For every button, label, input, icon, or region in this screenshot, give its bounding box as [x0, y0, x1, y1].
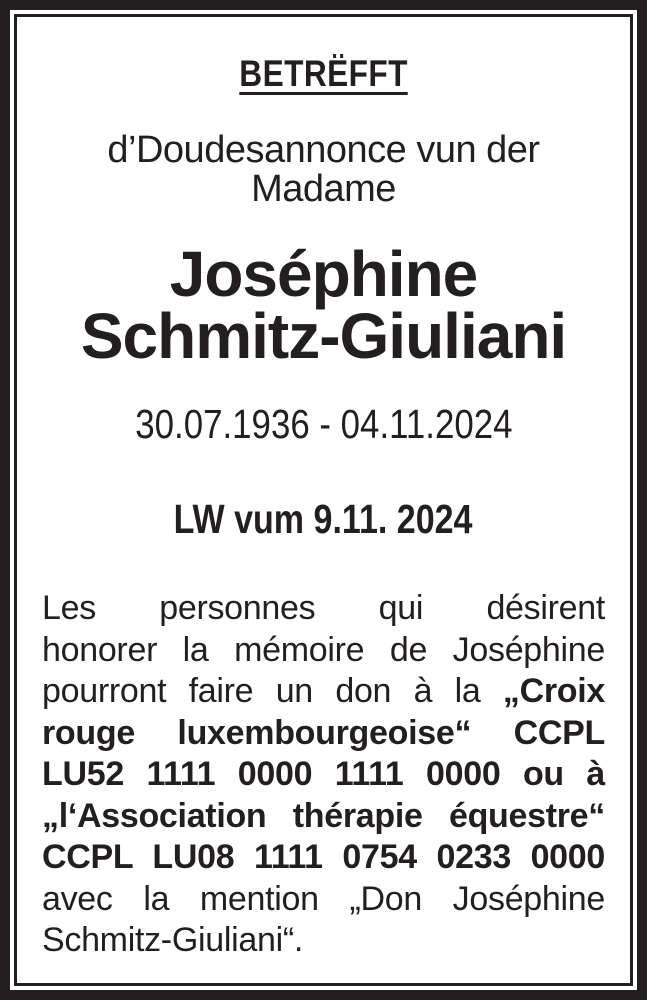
paragraph-run-bold: CCPL LU08 1111 0754 0233 0000: [42, 838, 605, 876]
paragraph-run-bold: „Croix: [502, 672, 605, 710]
paragraph-run-bold: rouge luxembourgeoise“ CCPL: [42, 713, 605, 752]
paragraph-line: [42, 879, 605, 921]
donation-paragraph: [42, 588, 605, 962]
paragraph-line: [42, 630, 605, 672]
life-dates-row: [42, 403, 605, 455]
paragraph-run: honorer la mémoire de Joséphine: [42, 630, 605, 669]
notice-subtitle: [42, 131, 605, 209]
paragraph-line: [42, 588, 605, 630]
deceased-name: [42, 238, 605, 372]
deceased-last-name: Schmitz-Giuliani: [80, 300, 567, 372]
subtitle-line-2: Madame: [251, 168, 396, 210]
deceased-first-name: Joséphine: [169, 238, 478, 310]
publication-reference: LW vum 9.11. 2024: [174, 496, 473, 542]
paragraph-line: [42, 754, 605, 796]
notice-title-row: [42, 55, 605, 95]
paragraph-line: [42, 837, 605, 879]
life-dates: 30.07.1936 - 04.11.2024: [134, 401, 513, 447]
paragraph-run: Les personnes qui désirent: [42, 589, 605, 627]
publication-row: [42, 498, 605, 550]
paragraph-line: [42, 671, 605, 713]
paragraph-line: [42, 796, 605, 838]
paragraph-run-bold: „l‘Association thérapie équestre“: [42, 796, 605, 835]
notice-inner-frame: [14, 14, 633, 986]
subtitle-line-1: d’Doudesannonce vun der: [107, 129, 540, 171]
paragraph-line: [42, 713, 605, 755]
paragraph-run: pourront faire un don à la: [42, 672, 481, 710]
paragraph-run: avec la mention „Don Joséphine: [42, 879, 605, 918]
paragraph-line: [42, 920, 605, 962]
paragraph-run: Schmitz-Giuliani“.: [42, 921, 303, 959]
notice-title: BETRËFFT: [239, 53, 408, 94]
paragraph-run-bold: LU52 1111 0000 1111 0000 ou à: [42, 755, 605, 793]
